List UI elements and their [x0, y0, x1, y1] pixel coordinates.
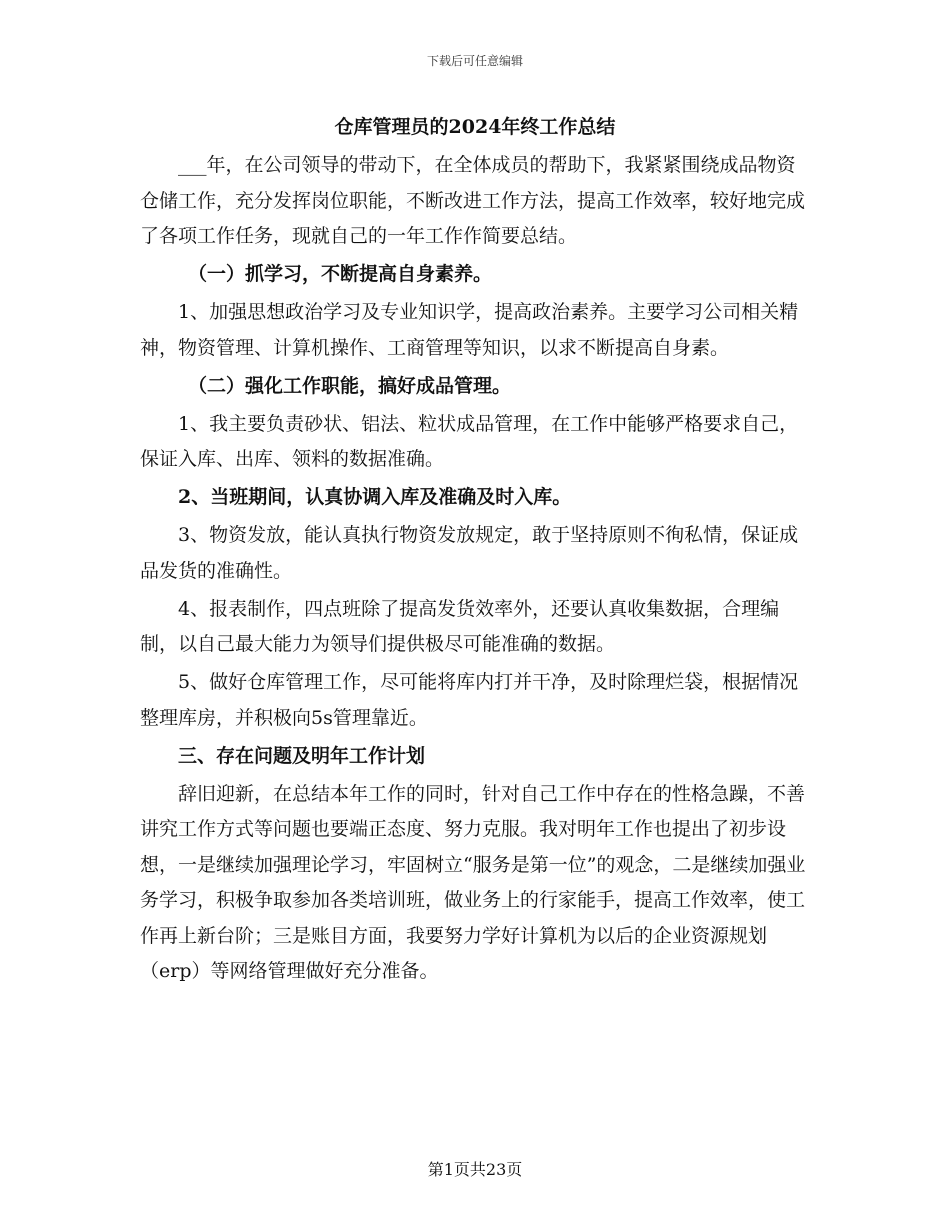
section3-paragraph-1: 辞旧迎新，在总结本年工作的同时，针对自己工作中存在的性格急躁，不善讲究工作方式等问题也要端正态度、努力克服。我对明年工作也提出了初步设想，一是继续加强理论学习，牢固树立“服务是第一位”的观念，二是继续加强业务学习，积极争取参加各类培训班，做业务上的行家能手，提高工作效率，使工作再上新台阶；三是账目方面，我要努力学好计算机为以后的企业资源规划（erp）等网络管理做好充分准备。 [140, 782, 806, 982]
intro-paragraph: ___年，在公司领导的带动下，在全体成员的帮助下，我紧紧围绕成品物资仓储工作，充分发挥岗位职能，不断改进工作方法，提高工作效率，较好地完成了各项工作任务，现就自己的一年工作作简要总结。 [140, 154, 806, 247]
page-header-note: 下载后可任意编辑 [426, 54, 523, 68]
section1-paragraph-1: 1、加强思想政治学习及专业知识学，提高政治素养。主要学习公司相关精神，物资管理、计算机操作、工商管理等知识，以求不断提高自身素。 [140, 301, 799, 359]
section2-heading: （二）强化工作职能，搞好成品管理。 [188, 374, 512, 397]
section2-paragraph-5: 5、做好仓库管理工作，尽可能将库内打并干净，及时除理烂袋，根据情况整理库房，并积极向5s管理靠近。 [140, 671, 799, 729]
page-number-footer: 第1页共23页 [427, 1160, 523, 1179]
section2-paragraph-3: 3、物资发放，能认真执行物资发放规定，敢于坚持原则不徇私情，保证成品发货的准确性。 [140, 524, 799, 582]
document-title: 仓库管理员的2024年终工作总结 [334, 116, 616, 138]
section2-paragraph-1: 1、我主要负责砂状、铝法、粒状成品管理，在工作中能够严格要求自己，保证入库、出库、领料的数据准确。 [140, 412, 799, 470]
section3-heading: 三、存在问题及明年工作计划 [178, 744, 426, 767]
document-body [140, 148, 810, 992]
section1-heading: （一）抓学习，不断提高自身素养。 [188, 263, 493, 285]
section2-paragraph-4: 4、报表制作，四点班除了提高发货效率外，还要认真收集数据，合理编制，以自己最大能力为领导们提供极尽可能准确的数据。 [140, 597, 780, 655]
section2-paragraph-2: 2、当班期间，认真协调入库及准确及时入库。 [178, 486, 572, 508]
